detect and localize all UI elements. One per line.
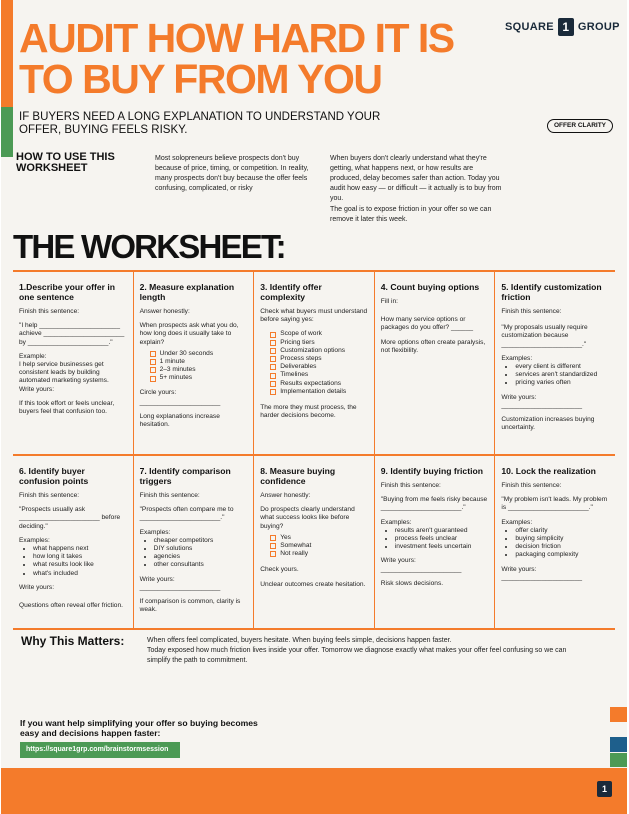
how-to-paragraph-1: Most solopreneurs believe prospects don't buy because of price, timing, or competition. In reality, many prospects don't buy because the offer feels confusing, complicated, or risky (155, 155, 309, 192)
checkbox-icon (270, 381, 276, 387)
example-list (33, 545, 128, 578)
fill-in-blank[interactable]: "Prospects usually ask ______________________ before deciding." (19, 506, 121, 530)
logo-text-left: SQUARE (505, 21, 554, 33)
checkbox-icon (270, 332, 276, 338)
write-in-blank[interactable]: ______________________ (380, 565, 462, 573)
fill-in-blank[interactable]: "Prospects often compare me to ______________________." (139, 506, 234, 522)
page-title: AUDIT HOW HARD IT IS TO BUY FROM YOU (19, 15, 454, 102)
cta-link-button[interactable]: https://square1grp.com/brainstormsession (20, 742, 180, 758)
cell-buying-options (374, 272, 495, 454)
cell-example: I help service businesses get consistent leads by building automated marketing systems. (19, 361, 109, 385)
company-logo (505, 18, 620, 36)
option-label: Under 30 seconds (159, 349, 214, 357)
decor-square-green (610, 753, 627, 767)
option-label: Scope of work (280, 330, 322, 338)
worksheet-page (1, 0, 627, 814)
option-checkbox[interactable] (270, 363, 369, 371)
list-item: • how long it takes (33, 553, 128, 561)
write-in-blank[interactable]: ______________________ (139, 398, 221, 406)
option-checkbox[interactable] (270, 380, 369, 388)
cell-text: Finish this sentence: (380, 482, 441, 489)
option-label: Timelines (280, 371, 309, 379)
list-item: • services aren't standardized (515, 371, 610, 379)
option-checkbox[interactable] (270, 347, 369, 355)
checkbox-icon (270, 389, 276, 395)
cell-text: Finish this sentence: (19, 308, 80, 315)
list-item: • offer clarity (515, 527, 610, 535)
cell-note: The more they must process, the harder decisions become. (260, 404, 357, 420)
decor-square-orange (610, 707, 627, 722)
option-label: Implementation details (280, 387, 347, 395)
cell-text: Answer honestly: (139, 308, 190, 315)
option-checkbox[interactable] (270, 388, 369, 396)
cell-text: Examples: (501, 518, 533, 526)
list-item: • cheaper competitors (154, 537, 249, 545)
cell-text: Check yours. (260, 566, 299, 574)
cell-title: 10. Lock the realization (501, 466, 596, 476)
example-list (515, 527, 610, 560)
cell-text: Examples: (380, 518, 412, 526)
cell-text: When prospects ask what you do, how long does it usually take to explain? (139, 322, 239, 346)
option-label: Process steps (280, 355, 322, 363)
cell-text: Write yours: (19, 385, 55, 393)
option-checkbox[interactable] (270, 371, 369, 379)
worksheet-grid (13, 270, 615, 630)
list-item: • pricing varies often (515, 379, 610, 387)
checkbox-icon (270, 340, 276, 346)
cell-title: 9. Identify buying friction (380, 466, 483, 476)
option-label: Deliverables (280, 363, 317, 371)
why-paragraph (147, 636, 587, 666)
worksheet-row-1 (13, 272, 615, 456)
cell-buyer-confusion (13, 456, 133, 628)
cell-text: Example: (19, 352, 47, 360)
footer-logo-icon: 1 (597, 781, 612, 797)
example-list (515, 363, 610, 388)
cell-note: Risk slows decisions. (380, 579, 444, 587)
write-in-blank[interactable]: ______________________ (501, 401, 583, 409)
option-checkbox[interactable] (270, 339, 369, 347)
list-item: • investment feels uncertain (395, 543, 490, 551)
option-checkbox[interactable] (270, 534, 369, 542)
cell-comparison-triggers (133, 456, 254, 628)
option-label: Yes (280, 533, 291, 541)
cell-text: Finish this sentence: (139, 492, 200, 499)
checkbox-icon (150, 376, 156, 382)
cell-title: 4. Count buying options (380, 282, 480, 292)
checkbox-icon (150, 351, 156, 357)
cell-text: Check what buyers must understand before saying yes: (260, 308, 368, 324)
option-checkbox[interactable] (150, 350, 249, 358)
write-in-blank[interactable]: ______________________ (139, 583, 221, 591)
checkbox-icon (270, 348, 276, 354)
cell-text: Write yours: (380, 557, 416, 565)
cell-title: 1.Describe your offer in one sentence (19, 282, 115, 302)
cell-lock-realization (494, 456, 615, 628)
option-checkbox[interactable] (270, 550, 369, 558)
cell-title: 7. Identify comparison triggers (139, 466, 231, 486)
logo-text-right: GROUP (577, 21, 620, 33)
option-label: Somewhat (280, 542, 312, 550)
cell-note: Customization increases buying uncertainty. (501, 416, 595, 432)
cell-offer-complexity (253, 272, 374, 454)
cell-text: Examples: (139, 528, 171, 536)
why-text: When offers feel complicated, buyers hesitate. When buying feels simple, decisions happen faster. (147, 637, 452, 644)
why-heading: Why This Matters: (21, 634, 125, 648)
cell-title: 6. Identify buyer confusion points (19, 466, 89, 486)
page-subtitle: IF BUYERS NEED A LONG EXPLANATION TO UNDERSTAND YOUR OFFER, BUYING FEELS RISKY. (19, 111, 381, 136)
list-item: • results aren't guaranteed (395, 527, 490, 535)
footer-bar (1, 768, 627, 814)
write-in-blank[interactable]: ______________________ (501, 573, 583, 581)
list-item: • agencies (154, 553, 249, 561)
how-to-paragraph-2 (330, 154, 505, 226)
how-to-heading: HOW TO USE THIS WORKSHEET (16, 151, 115, 174)
checkbox-icon (270, 551, 276, 557)
cell-text: Finish this sentence: (501, 482, 562, 489)
list-item: • decision friction (515, 543, 610, 551)
cell-note: If comparison is common, clarity is weak. (139, 598, 241, 614)
fill-in-blank[interactable]: "Buying from me feels risky because ______________________." (380, 496, 488, 512)
list-item: • buying simplicity (515, 535, 610, 543)
checkbox-icon (270, 373, 276, 379)
checkbox-icon (270, 543, 276, 549)
cell-text: Do prospects clearly understand what success looks like before buying? (260, 506, 355, 530)
cell-text: Finish this sentence: (19, 492, 80, 499)
example-list (154, 537, 249, 570)
cell-note: Long explanations increase hesitation. (139, 413, 220, 429)
option-label: 1 minute (159, 358, 185, 366)
worksheet-title: THE WORKSHEET: (13, 228, 285, 265)
example-list (395, 527, 490, 552)
option-label: Results expectations (280, 379, 342, 387)
cell-note: If this took effort or feels unclear, buyers feel that confusion too. (19, 399, 115, 416)
option-label: Not really (280, 550, 309, 558)
option-label: 2–3 minutes (159, 366, 196, 374)
decor-square-blue (610, 737, 627, 752)
cell-text: Fill in: (380, 298, 398, 305)
option-checkbox[interactable] (150, 374, 249, 382)
topic-badge: OFFER CLARITY (547, 119, 613, 133)
how-to-goal: The goal is to expose friction in your offer so we can remove it later this week. (330, 206, 492, 223)
option-checkbox[interactable] (270, 355, 369, 363)
cell-buying-friction (374, 456, 495, 628)
cell-text: Examples: (19, 536, 50, 544)
fill-in-blank[interactable]: How many service options or packages do you offer? ______ (380, 316, 474, 332)
list-item: • what's included (33, 570, 128, 578)
option-checkbox[interactable] (270, 330, 369, 338)
checkbox-icon (150, 367, 156, 373)
checkbox-icon (270, 356, 276, 362)
cell-customization-friction (494, 272, 615, 454)
cell-text: Write yours: (139, 575, 175, 583)
fill-in-blank[interactable]: "I help ______________________ achieve ______________________ by ______________________." (19, 322, 125, 346)
list-item: • what happens next (33, 545, 128, 553)
option-label: Customization options (280, 346, 346, 354)
option-label: 5+ minutes (159, 374, 193, 382)
cell-note: Unclear outcomes create hesitation. (260, 580, 366, 588)
cell-text: Finish this sentence: (501, 308, 562, 315)
checkbox-icon (270, 535, 276, 541)
cell-title: 8. Measure buying confidence (260, 466, 336, 486)
list-item: • DIY solutions (154, 545, 249, 553)
cell-note: Questions often reveal offer friction. (19, 602, 123, 610)
worksheet-row-2 (13, 456, 615, 630)
fill-in-blank[interactable]: "My problem isn't leads. My problem is ______________________." (501, 496, 608, 512)
option-checkbox[interactable] (270, 542, 369, 550)
list-item: • every client is different (515, 363, 610, 371)
list-item: • process feels unclear (395, 535, 490, 543)
cell-title: 5. Identify customization friction (501, 282, 602, 302)
list-item: • other consultants (154, 561, 249, 569)
how-to-text: When buyers don't clearly understand what they're getting, what happens next, or how results are produced, delay becomes safer than action. Today you audit how easy — or difficult — it actually is to buy from you. (330, 155, 502, 202)
cell-text: Circle yours: (139, 388, 177, 396)
cta-text: If you want help simplifying your offer so buying becomes easy and decisions happen faster: (20, 718, 258, 738)
why-text: Today exposed how much friction lives inside your offer. Tomorrow we diagnose exactly what makes your offer feel confusing so we can simplify the path to commitment. (147, 647, 567, 664)
list-item: • packaging complexity (515, 551, 610, 559)
cell-title: 3. Identify offer complexity (260, 282, 322, 302)
option-label: Pricing tiers (280, 338, 315, 346)
cell-text: Write yours: (19, 583, 55, 591)
cell-note: More options often create paralysis, not flexibility. (380, 338, 486, 354)
cell-buying-confidence (253, 456, 374, 628)
option-checkbox[interactable] (150, 358, 249, 366)
checkbox-icon (270, 364, 276, 370)
cell-text: Write yours: (501, 565, 537, 573)
checkbox-icon (150, 359, 156, 365)
accent-bar-orange (1, 0, 13, 107)
cell-text: Write yours: (501, 393, 537, 401)
cell-text: Examples: (501, 354, 533, 362)
cell-text: Answer honestly: (260, 492, 311, 499)
list-item: • what results look like (33, 561, 128, 569)
cell-explanation-length (133, 272, 254, 454)
accent-bar-green (1, 107, 13, 157)
option-checkbox[interactable] (150, 366, 249, 374)
cell-title: 2. Measure explanation length (139, 282, 235, 302)
fill-in-blank[interactable]: "My proposals usually require customization because ______________________." (501, 324, 588, 348)
logo-mark-icon: 1 (558, 18, 574, 36)
cell-describe-offer (13, 272, 133, 454)
